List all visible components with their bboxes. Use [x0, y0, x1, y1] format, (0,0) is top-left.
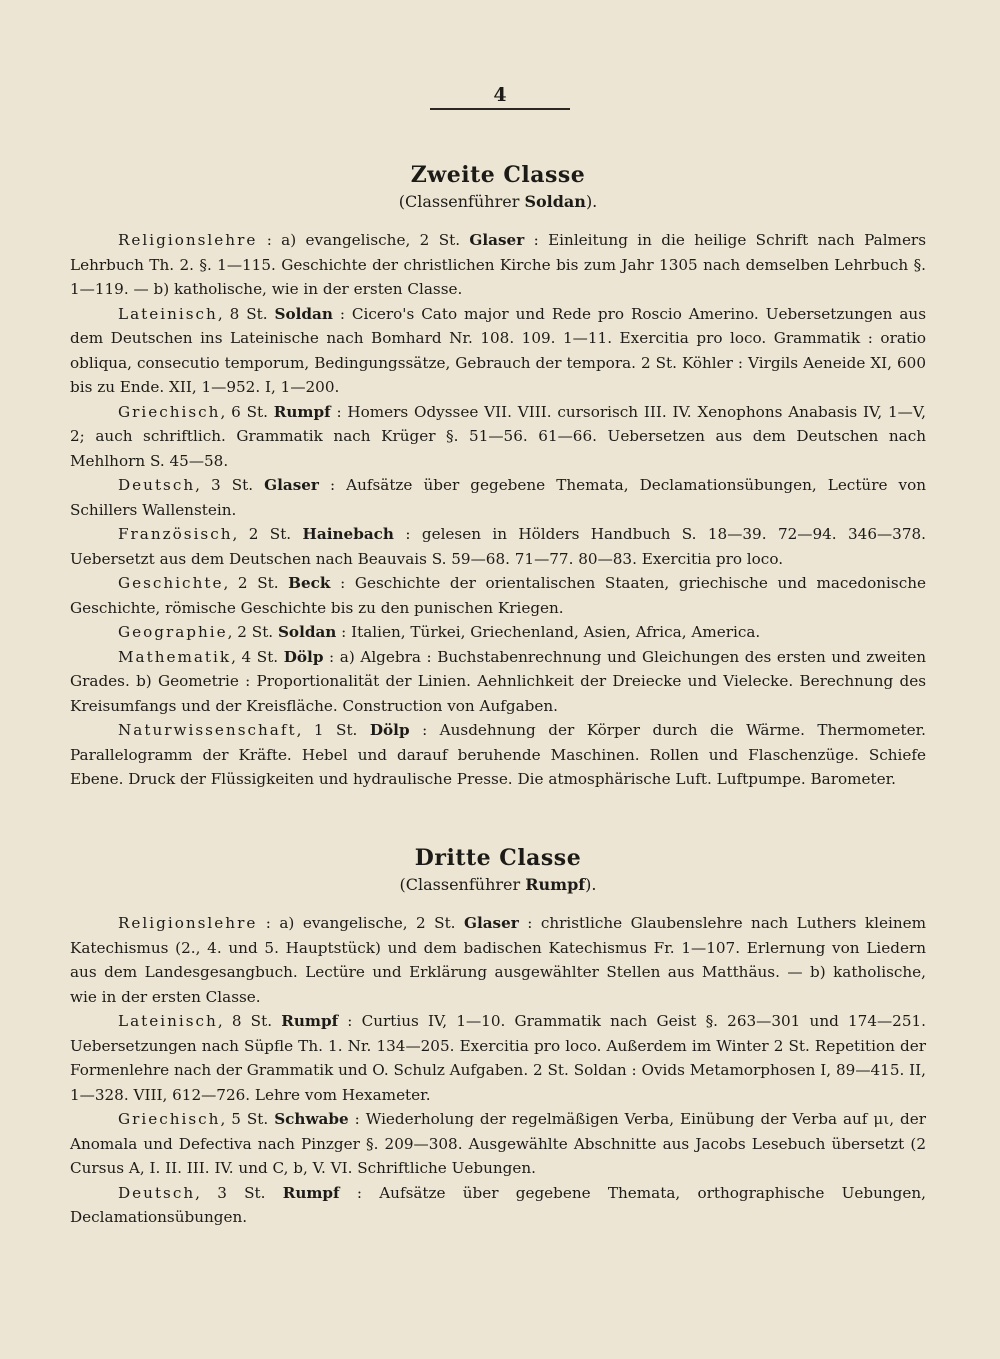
- class-leader-name: Soldan: [524, 192, 586, 211]
- subject-content: : Wiederholung der regelmäßigen Verba, Einübung der Verba auf μι, der Anomala und Defectiva nach Pinzger §. 209—308. Ausgewählte Abschnitte aus Jacobs Lesebuch übersetzt (2 Cursus A, I. II. III. IV. und C, b, V. VI. Schriftliche Uebungen.: [70, 1110, 926, 1177]
- subject-paragraph: [70, 302, 926, 400]
- teacher-name: Rumpf: [282, 1183, 340, 1202]
- subject-name: Lateinisch: [118, 304, 218, 323]
- subject-hours: , 4 St.: [231, 647, 284, 666]
- subject-content: : Geschichte der orientalischen Staaten, griechische und macedonische Geschichte, römische Geschichte bis zu den punischen Kriegen.: [70, 574, 926, 617]
- subject-name: Lateinisch: [118, 1012, 218, 1030]
- section-zweite-classe: [70, 160, 926, 792]
- section-heading: Zweite Classe: [410, 162, 586, 188]
- subject-paragraph: [70, 1181, 926, 1230]
- subject-content: : Einleitung in die heilige Schrift nach Palmers Lehrbuch Th. 2. §. 1—115. Geschichte der christlichen Kirche bis zum Jahr 1305 nach demselben Lehrbuch §. 1—119. — b) katholische, wie in der ersten Classe.: [70, 231, 926, 298]
- teacher-name: Hainebach: [302, 525, 394, 543]
- subject-hours: : a) evangelische, 2 St.: [257, 231, 470, 249]
- subject-name: Geographie: [118, 623, 228, 641]
- teacher-name: Schwabe: [274, 1110, 349, 1128]
- teacher-name: Soldan: [277, 623, 337, 641]
- teacher-name: Glaser: [264, 476, 319, 494]
- teacher-name: Rumpf: [273, 402, 331, 421]
- subject-paragraph: [70, 718, 926, 792]
- subheading-prefix: (Classenführer: [398, 192, 525, 211]
- subject-hours: , 8 St.: [217, 304, 275, 323]
- teacher-name: Dölp: [283, 647, 324, 666]
- subject-paragraph: [70, 1107, 926, 1181]
- teacher-name: Dölp: [369, 721, 410, 739]
- subheading-prefix: (Classenführer: [399, 875, 526, 894]
- subject-name: Geschichte: [118, 574, 224, 592]
- subject-name: Naturwissenschaft: [118, 721, 297, 739]
- subject-paragraph: [70, 400, 926, 474]
- teacher-name: Beck: [288, 574, 331, 592]
- subject-name: Religionslehre: [118, 231, 258, 249]
- subject-content: : gelesen in Hölders Handbuch S. 18—39. 72—94. 346—378. Uebersetzt aus dem Deutschen nach Beauvais S. 59—68. 71—77. 80—83. Exercitia pro loco.: [70, 525, 926, 568]
- subject-paragraph: [70, 1009, 926, 1107]
- subject-name: Griechisch: [118, 402, 221, 421]
- subject-hours: : a) evangelische, 2 St.: [257, 914, 464, 932]
- teacher-name: Glaser: [463, 914, 519, 932]
- subject-content: : Ausdehnung der Körper durch die Wärme. Thermometer. Parallelogramm der Kräfte. Hebel und darauf beruhende Maschinen. Rollen und Flaschenzüge. Schiefe Ebene. Druck der Flüssigkeiten und hydraulische Presse. Die atmosphärische Luft. Luftpumpe. Barometer.: [70, 721, 927, 788]
- subject-name: Französisch: [118, 525, 233, 543]
- subject-name: Griechisch: [118, 1110, 221, 1128]
- subject-name: Deutsch: [118, 1183, 196, 1202]
- subject-paragraph: [70, 522, 926, 571]
- subject-hours: , 2 St.: [223, 574, 289, 592]
- subject-hours: , 2 St.: [227, 623, 278, 641]
- subject-paragraph: [70, 571, 926, 620]
- subject-content: : Aufsätze über gegebene Themata, orthographische Uebungen, Declamationsübungen.: [70, 1183, 926, 1226]
- teacher-name: Glaser: [469, 231, 525, 249]
- subheading-suffix: ).: [585, 192, 598, 211]
- section-dritte-classe: [70, 843, 926, 1230]
- subject-content: : Curtius IV, 1—10. Grammatik nach Geist §. 263—301 und 174—251. Uebersetzungen nach Süpfle Th. 1. Nr. 134—205. Exercitia pro loco. Außerdem im Winter 2 St. Repetition der Formenlehre nach der Grammatik und O. Schulz Aufgaben. 2 St. Soldan : Ovids Metamorphosen I, 89—415. II, 1—328. VIII, 612—726. Lehre vom Hexameter.: [70, 1012, 926, 1104]
- subject-paragraph: [70, 228, 926, 302]
- teacher-name: Soldan: [274, 304, 333, 323]
- subject-paragraph: [70, 645, 926, 719]
- subject-hours: , 8 St.: [217, 1012, 282, 1030]
- section-subheading: [70, 873, 926, 897]
- class-leader-name: Rumpf: [525, 875, 586, 894]
- header-rule: [430, 108, 570, 110]
- subject-content: : Italien, Türkei, Griechenland, Asien, Africa, America.: [336, 623, 761, 641]
- section-heading: Dritte Classe: [414, 845, 582, 871]
- subject-hours: , 5 St.: [220, 1110, 275, 1128]
- subject-paragraph: [70, 473, 926, 522]
- subject-hours: , 2 St.: [232, 525, 303, 543]
- subject-content: : Aufsätze über gegebene Themata, Declamationsübungen, Lectüre von Schillers Wallenstein.: [70, 476, 926, 519]
- subject-name: Deutsch: [118, 476, 196, 494]
- subject-hours: , 3 St.: [195, 476, 265, 494]
- subject-name: Mathematik: [118, 647, 232, 666]
- section-subheading: [70, 190, 926, 214]
- subject-name: Religionslehre: [118, 914, 258, 932]
- subject-paragraph: [70, 911, 926, 1009]
- subject-content: : a) Algebra : Buchstabenrechnung und Gleichungen des ersten und zweiten Grades. b) Geometrie : Proportionalität der Linien. Aehnlichkeit der Dreiecke und Vielecke. Berechnung des Kreisumfangs und der Kreisfläche. Construction von Aufgaben.: [70, 647, 926, 715]
- subject-content: : Cicero's Cato major und Rede pro Roscio Amerino. Uebersetzungen aus dem Deutschen ins Lateinische nach Bomhard Nr. 108. 109. 1—11. Exercitia pro loco. Grammatik : oratio obliqua, consecutio temporum, Bedingungssätze, Gebrauch der tempora. 2 St. Köhler : Virgils Aeneide XI, 600 bis zu Ende. XII, 1—952. I, 1—200.: [70, 304, 926, 396]
- subject-content: : christliche Glaubenslehre nach Luthers kleinem Katechismus (2., 4. und 5. Hauptstück) und dem badischen Katechismus Fr. 1—107. Erlernung von Liedern aus dem Landesgesangbuch. Lectüre und Erklärung ausgewählter Stellen aus Matthäus. — b) katholische, wie in der ersten Classe.: [70, 914, 926, 1006]
- teacher-name: Rumpf: [281, 1012, 339, 1030]
- subheading-suffix: ).: [585, 875, 597, 894]
- subject-hours: , 6 St.: [220, 402, 274, 421]
- subject-hours: , 1 St.: [296, 721, 370, 739]
- subject-content: : Homers Odyssee VII. VIII. cursorisch III. IV. Xenophons Anabasis IV, 1—V, 2; auch schriftlich. Grammatik nach Krüger §. 51—56. 61—66. Uebersetzen aus dem Deutschen nach Mehlhorn S. 45—58.: [70, 402, 926, 470]
- subject-paragraph: [70, 620, 926, 645]
- subject-hours: , 3 St.: [195, 1183, 283, 1202]
- page-number: 4: [493, 84, 507, 106]
